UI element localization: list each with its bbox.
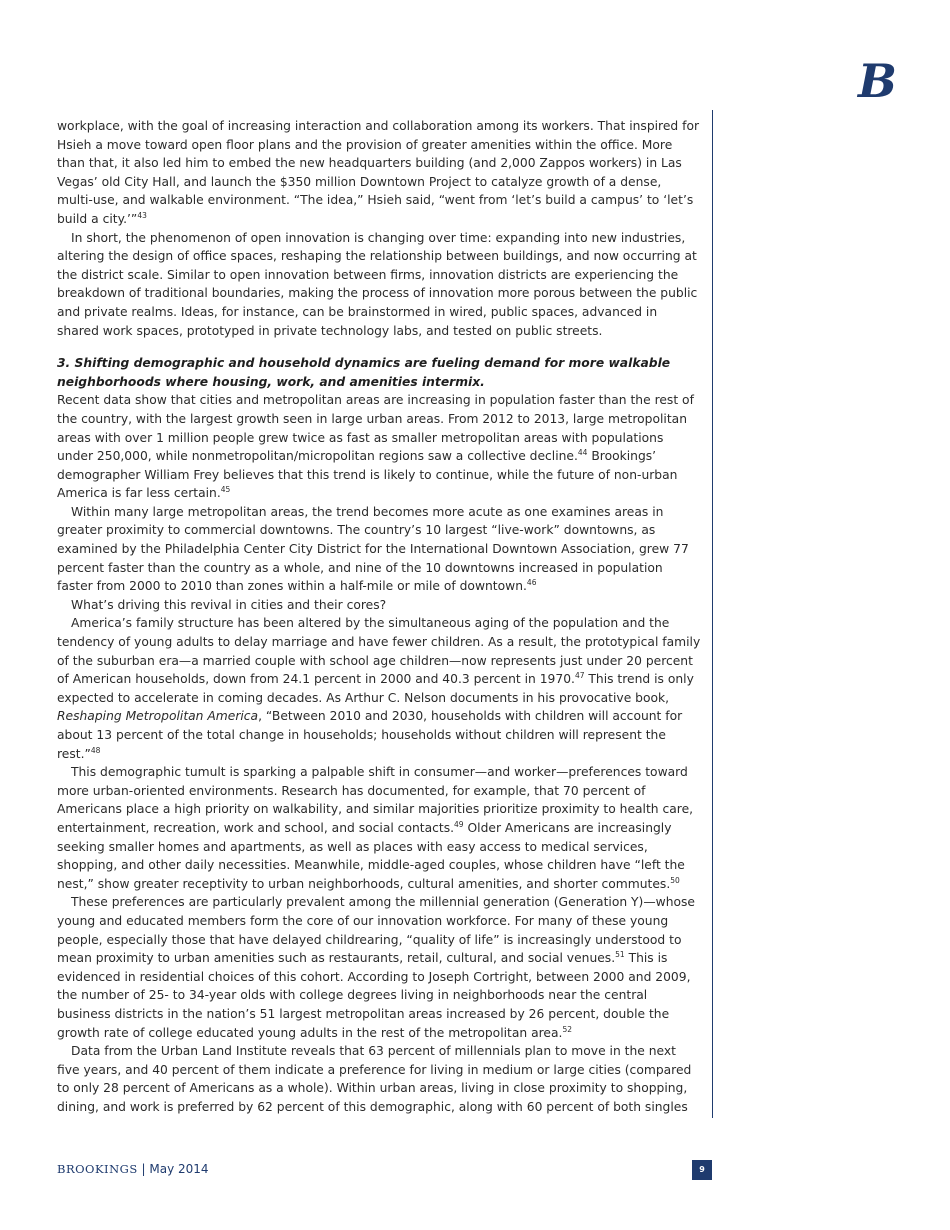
footer-date: May 2014: [149, 1162, 209, 1176]
paragraph: Data from the Urban Land Institute reveals that 63 percent of millennials plan to move in the next five years, and 40 percent of them indicate a preference for living in medium or large cities (compared to only 28 percent of Americans as a whole). Within urban areas, living in close proximity to shopping, dining, and work is preferred by 62 percent of this demographic, along with 60 percent of both singles: [57, 1044, 692, 1114]
paragraph: Recent data show that cities and metropolitan areas are increasing in population faster than the rest of the country, with the largest growth seen in large urban areas. From 2012 to 2013, large metropolitan areas with over 1 million people grew twice as fast as smaller metropolitan areas with populations under 250,000, while nonmetropolitan/micropolitan regions saw a collective decline.$^{44}$ Brookings’ demographer William Frey believes that this trend is likely to continue, while the future of non-urban America is far less certain.$^{45}$: [57, 393, 694, 501]
book-title: Reshaping Metropolitan America: [57, 709, 259, 724]
footnote-ref: 50: [670, 875, 680, 885]
paragraph: America’s family structure has been altered by the simultaneous aging of the population and the tendency of young adults to delay marriage and have fewer children. As a result, the prototypical family of the suburban era—a married couple with school age children—now represents just under 20 percent of American households, down from 24.1 percent in 2000 and 40.3 percent in 1970.47 This trend is only expected to accelerate in coming decades. As Arthur C. Nelson documents in his provocative book, Reshaping Metropolitan America, “Between 2010 and 2030, households with children will account for about 13 percent of the total change in households; households without children will represent the rest.”$^{48}$: [57, 616, 701, 761]
paragraph: These preferences are particularly prevalent among the millennial generation (Generation Y)—whose young and educated members form the core of our innovation workforce. For many of these young people, especially those that have delayed childrearing, “quality of life” is increasingly understood to mean proximity to urban amenities such as restaurants, retail, cultural, and social venues.$^{51}$ This is evidenced in residential choices of this cohort. According to Joseph Cortright, between 2000 and 2009, the number of 25- to 34-year olds with college degrees living in neighborhoods near the central business districts in the nation’s 51 largest metropolitan areas increased by 26 percent, double the growth rate of college educated young adults in the rest of the metropolitan area.$^{52}$: [57, 895, 695, 1040]
footnote-ref: 44: [577, 448, 588, 458]
footnote-ref: 47: [574, 671, 585, 681]
footnote-ref: 43: [137, 210, 147, 220]
brookings-logo: B: [858, 54, 895, 108]
footnote-ref: 52: [562, 1024, 572, 1034]
paragraph: What’s driving this revival in cities and their cores?: [71, 597, 387, 612]
footnote-ref: 49: [454, 819, 464, 829]
footnote-ref: 46: [526, 578, 537, 588]
footnote-ref: 45: [220, 485, 231, 495]
section-heading: 3. Shifting demographic and household dynamics are fueling demand for more walkable neighborhoods where housing, work, and amenities intermix.: [57, 356, 671, 389]
paragraph: In short, the phenomenon of open innovation is changing over time: expanding into new industries, altering the design of office spaces, reshaping the relationship between buildings, and now occurring at the district scale. Similar to open innovation between firms, innovation districts are experiencing the breakdown of traditional boundaries, making the process of innovation more porous between the public and private realms. Ideas, for instance, can be brainstormed in wired, public spaces, advanced in shared work spaces, prototyped in private technology labs, and tested on public streets.: [57, 230, 698, 338]
footer-brand: BROOKINGS: [57, 1162, 138, 1176]
footnote-ref: 51: [615, 950, 625, 960]
paragraph: This demographic tumult is sparking a palpable shift in consumer—and worker—preferences toward more urban-oriented environments. Research has documented, for example, that 70 percent of Americans place a high priority on walkability, and similar majorities prioritize proximity to health care, entertainment, recreation, work and school, and social contacts.$^{49}$ Older Americans are increasingly seeking smaller homes and apartments, as well as places with easy access to medical services, shopping, and other daily necessities. Meanwhile, middle-aged couples, whose children have “left the nest,” show greater receptivity to urban neighborhoods, cultural amenities, and shorter commutes.$^{50}$: [57, 765, 694, 891]
margin-rule: [712, 110, 713, 1118]
footnote-ref: 48: [90, 745, 101, 755]
footer-separator: |: [137, 1162, 150, 1176]
page-number: 9: [692, 1160, 712, 1180]
article-body: [57, 117, 701, 1116]
paragraph: Within many large metropolitan areas, the trend becomes more acute as one examines areas in greater proximity to commercial downtowns. The country’s 10 largest “live-work” downtowns, as examined by the Philadelphia Center City District for the International Downtown Association, grew 77 percent faster than the country as a whole, and nine of the 10 downtowns increased in population faster from 2000 to 2010 than zones within a half-mile or mile of downtown.$^{46}$: [57, 504, 689, 594]
paragraph: workplace, with the goal of increasing interaction and collaboration among its workers. That inspired for Hsieh a move toward open floor plans and the provision of greater amenities within the office. More than that, it also led him to embed the new headquarters building (and 2,000 Zappos workers) in Las Vegas’ old City Hall, and launch the $350 million Downtown Project to catalyze growth of a dense, multi-use, and walkable environment. “The idea,” Hsieh said, “went from ‘let’s build a campus’ to ‘let’s build a city.’”$^{43}$: [57, 119, 700, 226]
footer-credit: [57, 1162, 209, 1176]
